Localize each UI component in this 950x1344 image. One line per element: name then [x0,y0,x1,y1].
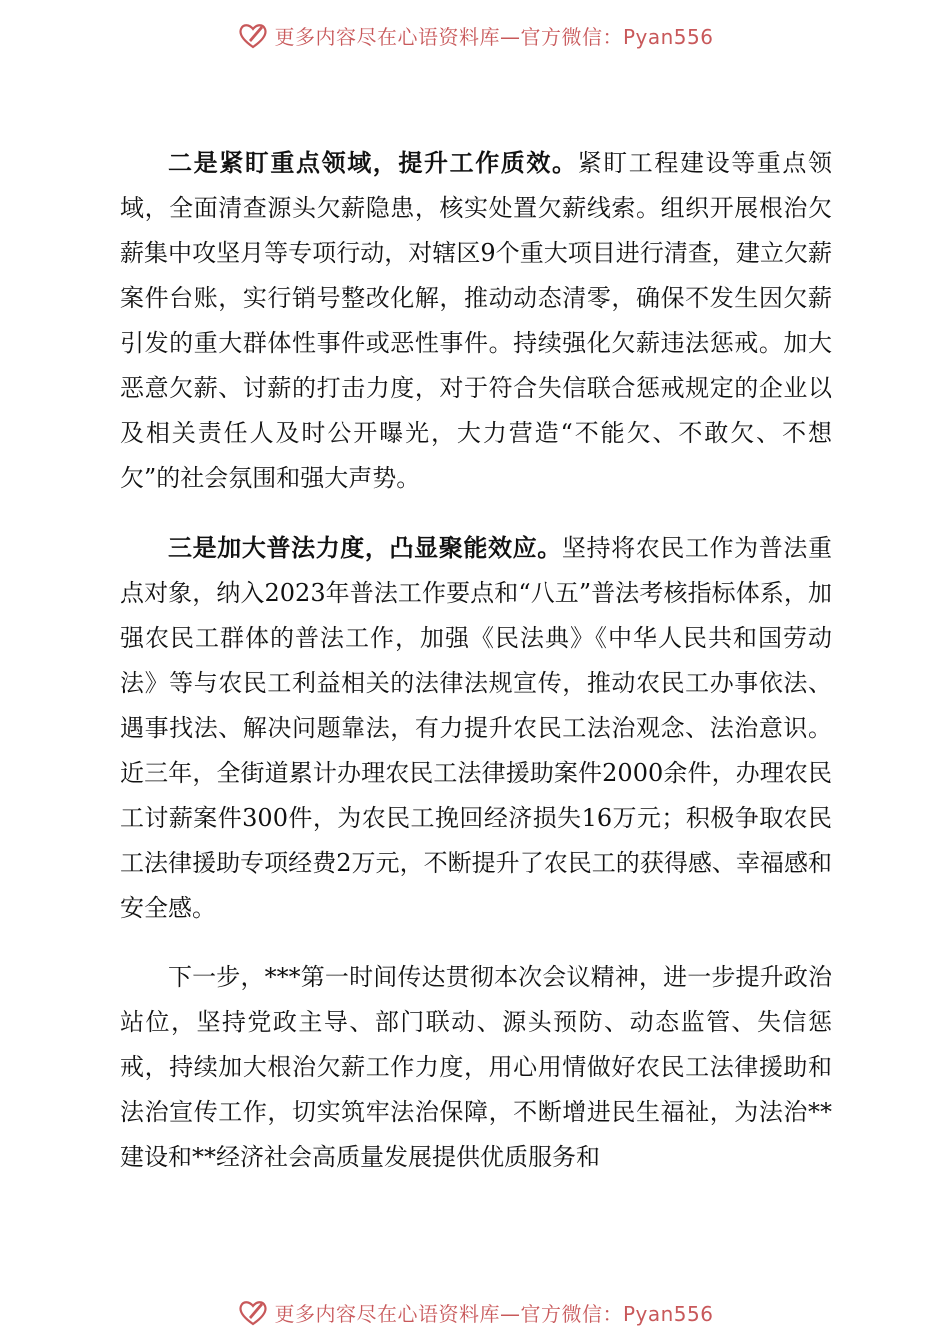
watermark-header [0,18,950,52]
paragraph-lead: 三是加大普法力度，凸显聚能效应。 [168,533,562,562]
document-body [120,140,832,1204]
watermark-text: 更多内容尽在心语资料库—官方微信：Pyan556 [274,24,714,49]
paragraph [120,525,832,931]
heart-pen-logo-icon [236,18,270,52]
heart-pen-logo-icon [236,1295,270,1329]
paragraph-body: 下一步，***第一时间传达贯彻本次会议精神，进一步提升政治站位，坚持党政主导、部门联动、源头预防、动态监管、失信惩戒，持续加大根治欠薪工作力度，用心用情做好农民工法律援助和法治宣传工作，切实筑牢法治保障，不断增进民生福祉，为法治**建设和**经济社会高质量发展提供优质服务和 [120,963,832,1171]
paragraph-body: 紧盯工程建设等重点领域，全面清查源头欠薪隐患，核实处置欠薪线索。组织开展根治欠薪集中攻坚月等专项行动，对辖区9个重大项目进行清查，建立欠薪案件台账，实行销号整改化解，推动动态清零，确保不发生因欠薪引发的重大群体性事件或恶性事件。持续强化欠薪违法惩戒。加大恶意欠薪、讨薪的打击力度，对于符合失信联合惩戒规定的企业以及相关责任人及时公开曝光，大力营造“不能欠、不敢欠、不想欠”的社会氛围和强大声势。 [120,149,833,492]
watermark-text: 更多内容尽在心语资料库—官方微信：Pyan556 [274,1301,714,1326]
watermark-footer [0,1295,950,1329]
paragraph-body: 坚持将农民工作为普法重点对象，纳入2023年普法工作要点和“八五”普法考核指标体系，加强农民工群体的普法工作，加强《民法典》《中华人民共和国劳动法》等与农民工利益相关的法律法规宣传，推动农民工办事依法、遇事找法、解决问题靠法，有力提升农民工法治观念、法治意识。近三年，全街道累计办理农民工法律援助案件2000余件，办理农民工讨薪案件300件，为农民工挽回经济损失16万元；积极争取农民工法律援助专项经费2万元，不断提升了农民工的获得感、幸福感和安全感。 [120,534,833,922]
paragraph [120,140,832,501]
paragraph [120,955,832,1180]
paragraph-lead: 二是紧盯重点领域，提升工作质效。 [168,148,578,177]
